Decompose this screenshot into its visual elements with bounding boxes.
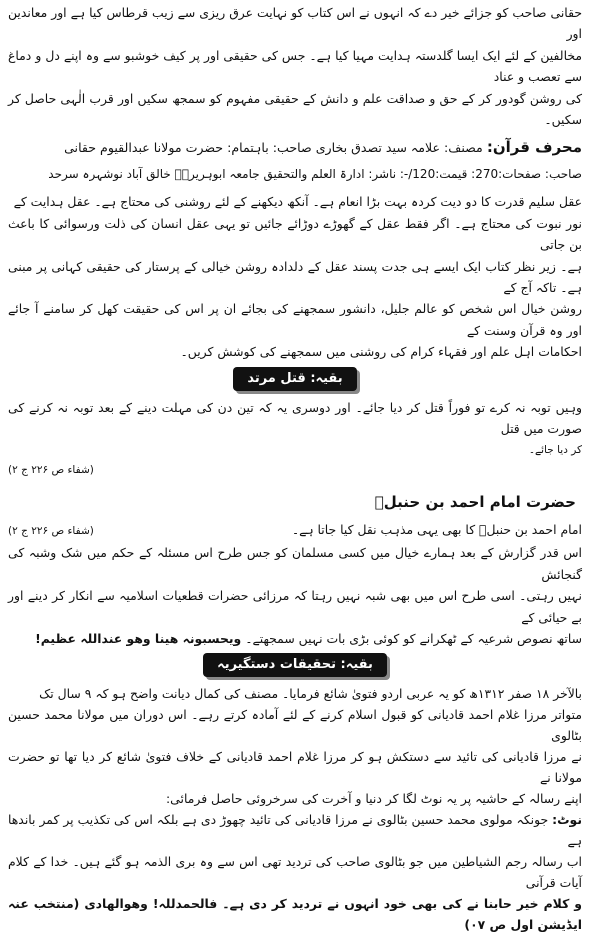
text-line: کر دیا جائے۔ [528, 443, 582, 456]
text-line: اب رسالہ رجم الشیاطین میں جو بٹالوی صاحب کی تردید تھی اس سے وہ بری الذمہ ہو گئے ہیں۔ خدا کے کلام آیات قرآنی [8, 854, 582, 891]
book-review-heading [8, 136, 582, 159]
text-line: نور نبوت کی محتاج ہے۔ اگر فقط عقل کے گھوڑے دوڑائے جائیں تو یہی عقل انسان کی ذلت ورسوائی کا باعث بن جاتی [8, 215, 582, 253]
text-line-with-quote [8, 628, 582, 649]
citation: (شفاء ص ۲۲۶ ج ۲) [8, 524, 94, 537]
text-line: کی روشن گودور کر کے حق و صداقت علم و دانش کے حقیقی مفہوم کو سمجھ سکیں اور قرب الٰہی حاصل کر سکیں۔ [8, 90, 582, 128]
note-final-line [8, 893, 582, 935]
section-banner-tahqiqat: بقیہ: تحقیقات دستگیریہ [203, 653, 387, 677]
imam-text: امام احمد بن حنبلؒ کا بھی یہی مذہب نقل کیا جاتا ہے۔ [291, 521, 582, 537]
text-line: جونکہ مولوی محمد حسین بٹالوی نے مرزا قادیانی کی تائید چھوڑ دی ہے بلکہ اس کی تکذیب پر کمر باندھا ہے [8, 812, 582, 849]
book-meta: صاحب: صفحات:270: قیمت:120/-: ناشر: ادارۃ العلم والتحقیق جامعہ ابوہریرہؓ خالق آباد نوشہرہ سرحد [48, 167, 582, 182]
section-banner-qatl-murtad: بقیہ: قتل مرتد [233, 367, 356, 391]
imam-ahmad-heading: حضرت امام احمد بن حنبلؒ [374, 492, 576, 511]
text-line: و کلام خیر حابنا نے کی بھی خود انہوں نے تردید کر دی ہے۔ فالحمدللہ! وھوالھادی [84, 896, 582, 912]
note-line [8, 809, 582, 851]
section-banner-wrap [8, 653, 582, 679]
text-line: روشن خیال اس شخص کو عالم جلیل، دانشور سمجھنے کی بجائے ان پر اس کی حقیقت کھل کر سامنے آ جائے اور وہ قرآن وسنت کے [8, 301, 582, 338]
text-line: ساتھ نصوص شرعیہ کے ٹھکرانے کو کوئی بڑی بات نہیں سمجھتے۔ [245, 630, 582, 646]
section-banner-wrap [8, 367, 582, 393]
text-line: اپنے رسالہ کے حاشیہ پر یہ نوٹ لگا کر دنیا و آخرت کی سرخروئی حاصل فرمائی: [166, 791, 582, 807]
text-line: وہیں توبہ نہ کرے تو فوراً قتل کر دیا جائے۔ اور دوسری یہ کہ تین دن کی مہلت دینے کے بعد توبہ نہ کرنے کی صورت میں قتل [8, 399, 582, 437]
text-line: ہے۔ زیر نظر کتاب ایک ایسے ہی جدت پسند عقل کے دلدادہ روشن خیالی کے پرستار کی حقیقی کہانی پر مبنی ہے۔ تاکہ آج کے [8, 258, 582, 296]
book-credits: مصنف: علامہ سید تصدق بخاری صاحب: باہتمام: حضرت مولانا عبدالقیوم حقانی [64, 140, 483, 156]
citation: (منتخب عنہ ایڈیشن اول ص ۰۷) [8, 896, 582, 933]
text-line: احکامات اہل علم اور فقہاء کرام کی روشنی میں سمجھنے کی کوشش کریں۔ [180, 344, 582, 360]
text-line: مخالفین کے لئے ایک ایسا گلدستہ ہدایت مہیا کیا ہے۔ جس کی حقیقی اور پر کیف خوشبو سے وہ اپنے دل و دماغ سے تعصب و عناد [8, 47, 582, 85]
text-line: نہیں رہتی۔ اسی طرح اس میں بھی شبہ نہیں رہتا کہ مرزائی حضرات قطعیات اسلامیہ سے انکار کر دینے اور بے حیائی کے [8, 588, 582, 625]
note-label: نوٹ: [552, 812, 582, 828]
review-body [8, 191, 582, 362]
tahqiqat-continuation [8, 683, 582, 935]
murtad-continuation [8, 397, 582, 479]
intro-paragraph [8, 2, 582, 130]
imam-ahmad-section [8, 519, 582, 649]
text-line: بالآخر ۱۸ صفر ۱۳۱۲ھ کو یہ عربی اردو فتویٰ شائع فرمایا۔ مصنف کی کمال دیانت واضح ہو کہ ۹ سال تک [39, 686, 582, 702]
text-line: متواتر مرزا غلام احمد قادیانی کو قبول اسلام کرنے کے لئے آمادہ کرتے رہے۔ اس دوران میں مولانا محمد حسین بٹالوی [8, 707, 582, 744]
text-line: عقل سلیم قدرت کا دو دیت کردہ بہت بڑا انعام ہے۔ آنکھ دیکھنے کے لئے روشنی کی محتاج ہے۔ عقل ہدایت کے [13, 194, 582, 210]
quranic-quote: ویحسبونہ ھینا وھو عنداللہ عظیم! [35, 630, 242, 646]
imam-line [8, 519, 582, 542]
text-line: نے مرزا قادیانی کی تائید سے دستکش ہو کر مرزا غلام احمد قادیانی کے خلاف فتویٰ شائع کر دیا تھا تو حضرت مولانا نے [8, 749, 582, 786]
book-title: محرف قرآن: [486, 138, 582, 157]
citation: (شفاء ص ۲۲۶ ج ۲) [8, 463, 94, 476]
text-line: اس قدر گزارش کے بعد ہمارے خیال میں کسی مسلمان کو جس طرح اس مسئلہ کے حکم میں شک وشبہ کی گنجائش [8, 545, 582, 582]
text-line: حقانی صاحب کو جزائے خیر دے کہ انہوں نے اس کتاب کو نہایت عرق ریزی سے زیب قرطاس کیا ہے اور معاندین اور [8, 5, 582, 42]
